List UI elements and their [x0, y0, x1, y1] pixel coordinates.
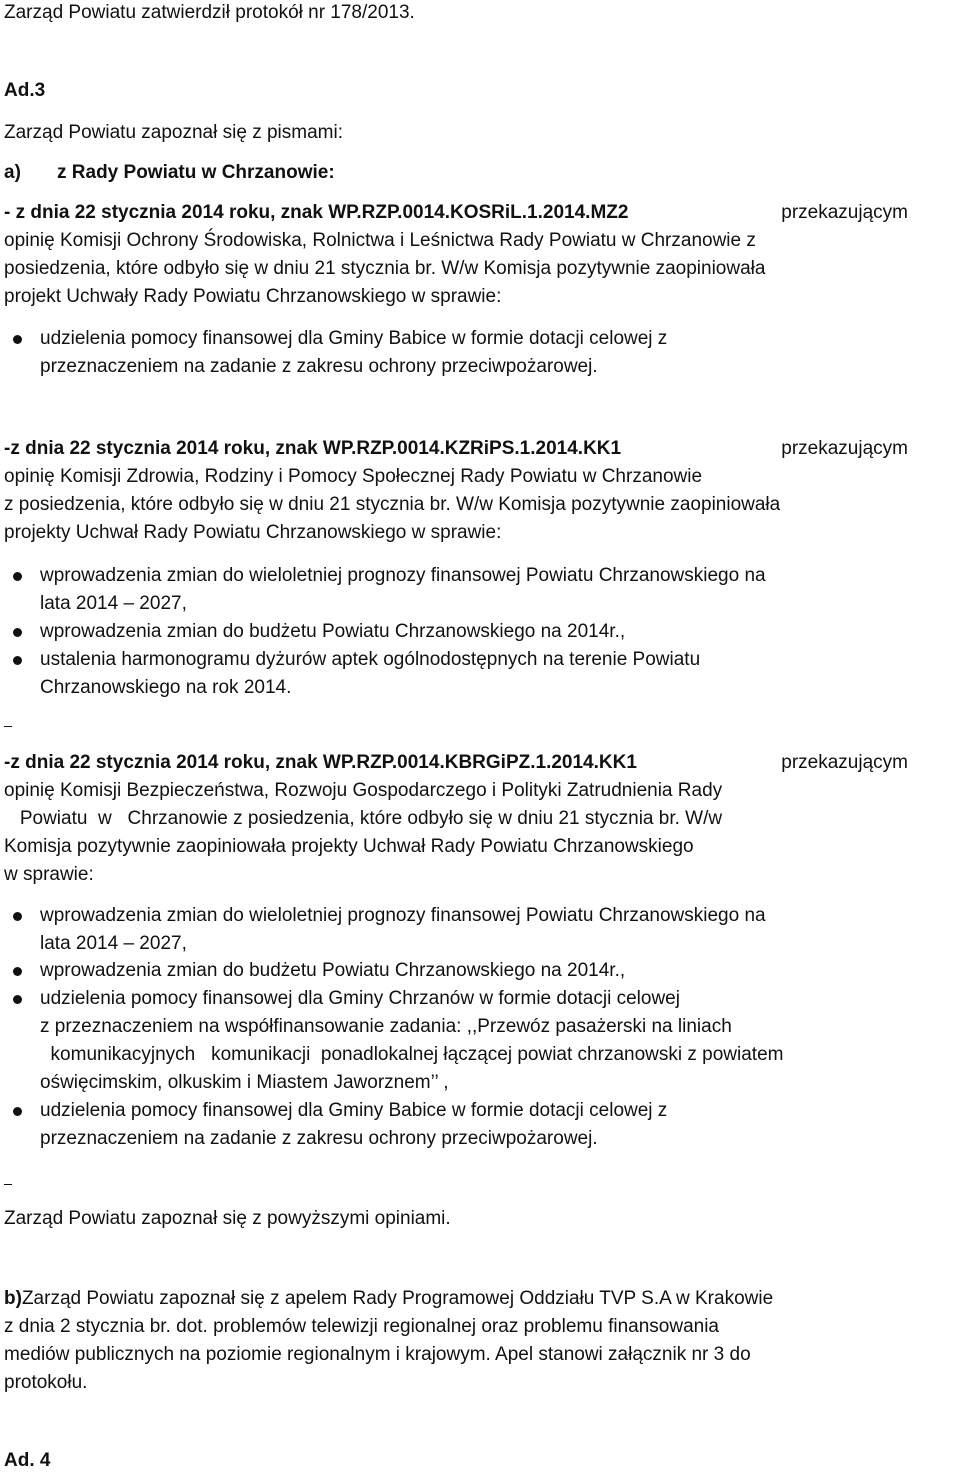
dash-mark	[4, 1184, 12, 1185]
item3-bullet1-line1: wprowadzenia zmian do wieloletniej prognozy finansowej Powiatu Chrzanowskiego na	[40, 905, 766, 926]
item3-bullet3-line4: oświęcimskim, olkuskim i Miastem Jaworznem’’ ,	[40, 1072, 449, 1093]
subsection-a-label: a)	[4, 162, 21, 183]
item3-bullet4-line2: przeznaczeniem na zadanie z zakresu ochrony przeciwpożarowej.	[40, 1128, 598, 1149]
bullet-marker	[13, 967, 22, 976]
item1-bullet1-line1: udzielenia pomocy finansowej dla Gminy Babice w formie dotacji celowej z	[40, 328, 668, 349]
dash-mark	[4, 726, 12, 727]
item1-line1-rest: przekazującym	[781, 202, 908, 223]
item2-reference: -z dnia 22 stycznia 2014 roku, znak WP.RZP.0014.KZRiPS.1.2014.KK1	[4, 438, 622, 459]
item3-bullet1-line2: lata 2014 – 2027,	[40, 933, 187, 954]
section-heading-ad3: Ad.3	[4, 80, 46, 101]
item3-bullet3-line3: komunikacyjnych komunikacji ponadlokalnej łączącej powiat chrzanowski z powiatem	[40, 1044, 784, 1065]
b-section-line3: mediów publicznych na poziomie regionalnym i krajowym. Apel stanowi załącznik nr 3 do	[4, 1344, 751, 1365]
item2-line1-rest: przekazującym	[781, 438, 908, 459]
ad3-intro: Zarząd Powiatu zapoznał się z pismami:	[4, 122, 343, 143]
bullet-marker	[13, 656, 22, 665]
item2-line3: z posiedzenia, które odbyło się w dniu 21 stycznia br. W/w Komisja pozytywnie zaopiniowała	[4, 494, 781, 515]
item2-bullet3-line1: ustalenia harmonogramu dyżurów aptek ogólnodostępnych na terenie Powiatu	[40, 649, 701, 670]
section-heading-ad4: Ad. 4	[4, 1450, 51, 1471]
item2-bullet3-line2: Chrzanowskiego na rok 2014.	[40, 677, 292, 698]
item2-line1	[4, 438, 908, 460]
item1-bullet1-line2: przeznaczeniem na zadanie z zakresu ochrony przeciwpożarowej.	[40, 356, 598, 377]
item3-line1	[4, 752, 908, 774]
item3-line5: w sprawie:	[4, 864, 94, 885]
bullet-marker	[13, 572, 22, 581]
item2-line4: projekty Uchwał Rady Powiatu Chrzanowskiego w sprawie:	[4, 522, 502, 543]
item1-line3: posiedzenia, które odbyło się w dniu 21 stycznia br. W/w Komisja pozytywnie zaopiniowała	[4, 258, 766, 279]
bullet-marker	[13, 995, 22, 1004]
summary-line: Zarząd Powiatu zapoznał się z powyższymi opiniami.	[4, 1208, 451, 1229]
item3-reference: -z dnia 22 stycznia 2014 roku, znak WP.RZP.0014.KBRGiPZ.1.2014.KK1	[4, 752, 637, 773]
item3-bullet3-line2: z przeznaczeniem na współfinansowanie zadania: ,,Przewóz pasażerski na liniach	[40, 1016, 732, 1037]
item2-bullet2: wprowadzenia zmian do budżetu Powiatu Chrzanowskiego na 2014r.,	[40, 621, 626, 642]
bullet-marker	[13, 628, 22, 637]
bullet-marker	[13, 912, 22, 921]
item2-bullet1-line2: lata 2014 – 2027,	[40, 593, 187, 614]
bullet-marker	[13, 335, 22, 344]
item3-bullet4-line1: udzielenia pomocy finansowej dla Gminy Babice w formie dotacji celowej z	[40, 1100, 668, 1121]
item3-line4: Komisja pozytywnie zaopiniowała projekty Uchwał Rady Powiatu Chrzanowskiego	[4, 836, 694, 857]
b-section-line2: z dnia 2 stycznia br. dot. problemów telewizji regionalnej oraz problemu finansowania	[4, 1316, 719, 1337]
approval-line: Zarząd Powiatu zatwierdził protokół nr 178/2013.	[4, 2, 415, 23]
b-section-line1	[4, 1288, 773, 1310]
item3-line2: opinię Komisji Bezpieczeństwa, Rozwoju Gospodarczego i Polityki Zatrudnienia Rady	[4, 780, 723, 801]
item1-reference: - z dnia 22 stycznia 2014 roku, znak WP.RZP.0014.KOSRiL.1.2014.MZ2	[4, 202, 629, 223]
item3-line3: Powiatu w Chrzanowie z posiedzenia, które odbyło się w dniu 21 stycznia br. W/w	[4, 808, 723, 829]
item1-line4: projekt Uchwały Rady Powiatu Chrzanowskiego w sprawie:	[4, 286, 502, 307]
item2-bullet1-line1: wprowadzenia zmian do wieloletniej prognozy finansowej Powiatu Chrzanowskiego na	[40, 565, 766, 586]
item2-line2: opinię Komisji Zdrowia, Rodziny i Pomocy Społecznej Rady Powiatu w Chrzanowie	[4, 466, 703, 487]
b-section-line4: protokołu.	[4, 1372, 88, 1393]
item1-line1	[4, 202, 908, 224]
bullet-marker	[13, 1107, 22, 1116]
item1-line2: opinię Komisji Ochrony Środowiska, Rolnictwa i Leśnictwa Rady Powiatu w Chrzanowie z	[4, 230, 756, 251]
subsection-a-title: z Rady Powiatu w Chrzanowie:	[57, 162, 335, 183]
subsection-b-label: b)	[4, 1288, 22, 1309]
item3-bullet2: wprowadzenia zmian do budżetu Powiatu Chrzanowskiego na 2014r.,	[40, 960, 626, 981]
item3-line1-rest: przekazującym	[781, 752, 908, 773]
item3-bullet3-line1: udzielenia pomocy finansowej dla Gminy Chrzanów w formie dotacji celowej	[40, 988, 680, 1009]
b-section-line1-text: Zarząd Powiatu zapoznał się z apelem Rady Programowej Oddziału TVP S.A w Krakowie	[21, 1288, 774, 1309]
